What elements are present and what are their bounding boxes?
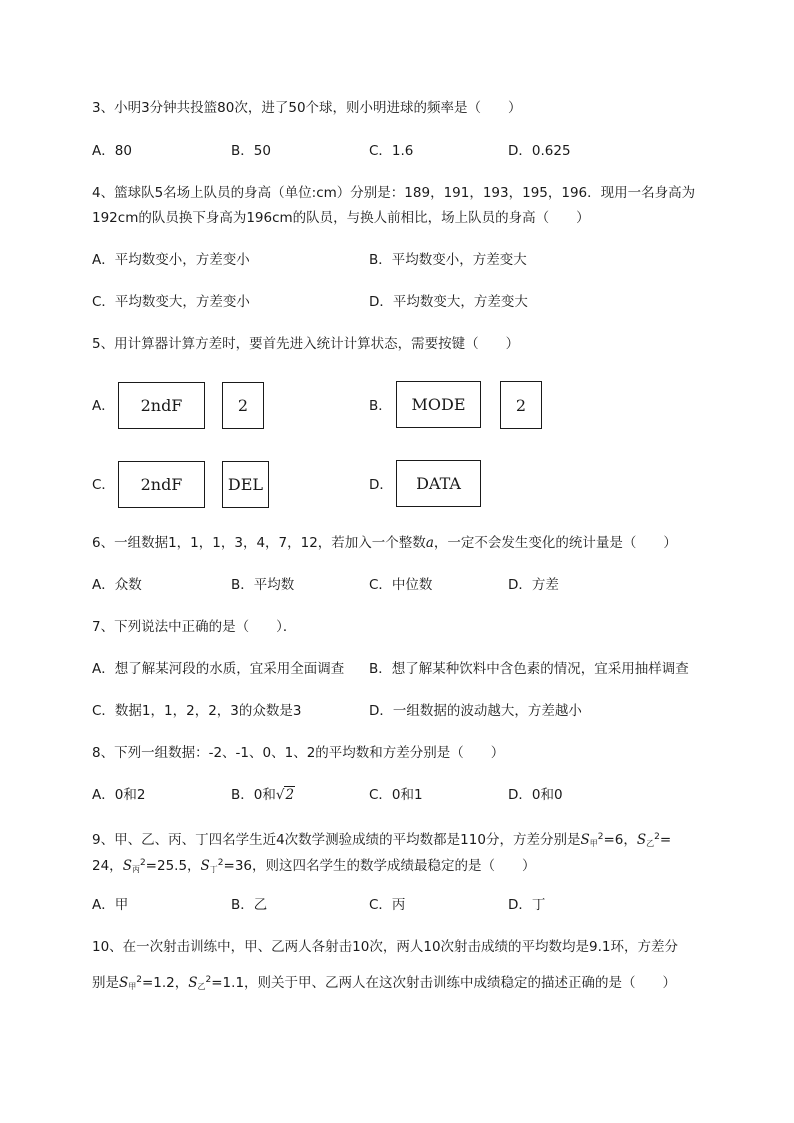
q6-stem-post: ，一定不会发生变化的统计量是（ ）: [433, 535, 677, 551]
q5-key-del-c: DEL: [222, 461, 269, 508]
q10-stem-line2: [92, 970, 676, 997]
q4-stem-line1: 4、篮球队5名场上队员的身高（单位:cm）分别是：189，191，193，195，196．现用一名身高为: [92, 185, 696, 201]
q9-sub-yi: 乙: [646, 839, 655, 848]
q6-stem-pre: 6、一组数据1，1，1，3，4，7，12，若加入一个整数: [92, 535, 426, 551]
q8-option-b-text: B．0和: [231, 787, 276, 803]
q5-option-b-letter: B．: [369, 398, 392, 414]
q5-option-d-letter: D．: [369, 477, 393, 493]
q5-key-data-d: DATA: [396, 460, 481, 507]
q5-key-2-a: 2: [222, 382, 264, 429]
q9-sup-ding: 2: [217, 858, 224, 868]
q9-option-c: C．丙: [369, 897, 406, 913]
q7-option-b: B．想了解某种饮料中含色素的情况，宜采用抽样调查: [369, 661, 689, 677]
q7-option-c: C．数据1，1，2，2，3的众数是3: [92, 703, 302, 719]
q9-stem-line2: [92, 853, 536, 880]
q10-s-jia: S: [119, 975, 129, 991]
q6-option-d: D．方差: [508, 577, 559, 593]
q7-option-d: D．一组数据的波动越大，方差越小: [369, 703, 582, 719]
q5-key-2ndf-c: 2ndF: [118, 461, 205, 508]
q9-val-bing: =25.5，: [145, 858, 201, 874]
q9-s-ding: S: [200, 858, 210, 874]
q4-option-d: D．平均数变大，方差变大: [369, 294, 528, 310]
q6-option-c: C．中位数: [369, 577, 433, 593]
q6-option-a: A．众数: [92, 577, 142, 593]
q5-key-2-b: 2: [500, 381, 542, 429]
q3-option-d: D．0.625: [508, 143, 571, 159]
q4-option-b: B．平均数变小，方差变大: [369, 252, 527, 268]
q8-option-d: D．0和0: [508, 787, 563, 803]
q10-sub-yi: 乙: [197, 982, 206, 991]
q8-option-c: C．0和1: [369, 787, 423, 803]
q9-val-ding: =36，则这四名学生的数学成绩最稳定的是（ ）: [223, 858, 536, 874]
q9-s-yi: S: [636, 832, 647, 848]
q9-sub-bing: 丙: [131, 865, 140, 874]
q3-option-b: B．50: [231, 143, 271, 159]
sqrt-symbol: √2: [275, 787, 295, 803]
q9-s-bing: S: [122, 858, 132, 874]
q6-stem: [92, 533, 677, 553]
q5-key-2ndf-a: 2ndF: [118, 382, 205, 429]
q9-option-b: B．乙: [231, 897, 268, 913]
q9-line1-pre: 9、甲、乙、丙、丁四名学生近4次数学测验成绩的平均数都是110分，方差分别是: [92, 832, 581, 848]
q8-option-b: [231, 785, 295, 805]
sqrt-radicand: 2: [285, 787, 295, 803]
q6-option-b: B．平均数: [231, 577, 295, 593]
q10-sub-jia: 甲: [128, 982, 137, 991]
q3-option-c: C．1.6: [369, 143, 414, 159]
q4-stem-line2: 192cm的队员换下身高为196cm的队员，与换人前相比，场上队员的身高（ ）: [92, 210, 590, 226]
q10-val-yi: =1.1，则关于甲、乙两人在这次射击训练中成绩稳定的描述正确的是（ ）: [211, 975, 677, 991]
q9-sup-bing: 2: [139, 858, 146, 868]
q4-option-a: A．平均数变小，方差变小: [92, 252, 250, 268]
q10-sup-yi: 2: [205, 975, 212, 985]
q9-option-d: D．丁: [508, 897, 546, 913]
q9-option-a: A．甲: [92, 897, 129, 913]
q5-option-c-letter: C．: [92, 477, 115, 493]
q9-sup-yi: 2: [654, 832, 660, 842]
q10-s-yi: S: [188, 975, 198, 991]
q7-option-a: A．想了解某河段的水质，宜采用全面调查: [92, 661, 345, 677]
q6-variable: a: [425, 535, 434, 551]
q7-stem: 7、下列说法中正确的是（ ）．: [92, 619, 297, 635]
q9-sup-jia: 2: [597, 832, 604, 842]
q9-line2-val-yi: 24，: [92, 858, 123, 874]
q8-stem: 8、下列一组数据：-2、-1、0、1、2的平均数和方差分别是（ ）: [92, 745, 505, 761]
q3-option-a: A．80: [92, 143, 132, 159]
q5-stem: 5、用计算器计算方差时，要首先进入统计计算状态，需要按键（ ）: [92, 336, 520, 352]
q10-line2-pre: 别是: [92, 975, 119, 991]
q10-sup-jia: 2: [136, 975, 142, 985]
q9-s-jia: S: [580, 832, 590, 848]
q10-val-jia: =1.2，: [141, 975, 189, 991]
q9-val-jia: =6，: [603, 832, 637, 848]
q9-sub-jia: 甲: [589, 839, 598, 848]
q5-option-a-letter: A．: [92, 398, 115, 414]
q5-key-mode-b: MODE: [396, 381, 481, 428]
q9-stem-line1: [92, 827, 671, 854]
q4-option-c: C．平均数变大，方差变小: [92, 294, 250, 310]
q8-option-a: A．0和2: [92, 787, 146, 803]
q10-stem-line1: 10、在一次射击训练中，甲、乙两人各射击10次，两人10次射击成绩的平均数均是9.1环，方差分: [92, 939, 679, 955]
q3-stem: 3、小明3分钟共投篮80次，进了50个球，则小明进球的频率是（ ）: [92, 100, 522, 116]
q9-val-yi: =: [659, 832, 672, 848]
q9-sub-ding: 丁: [209, 865, 218, 874]
